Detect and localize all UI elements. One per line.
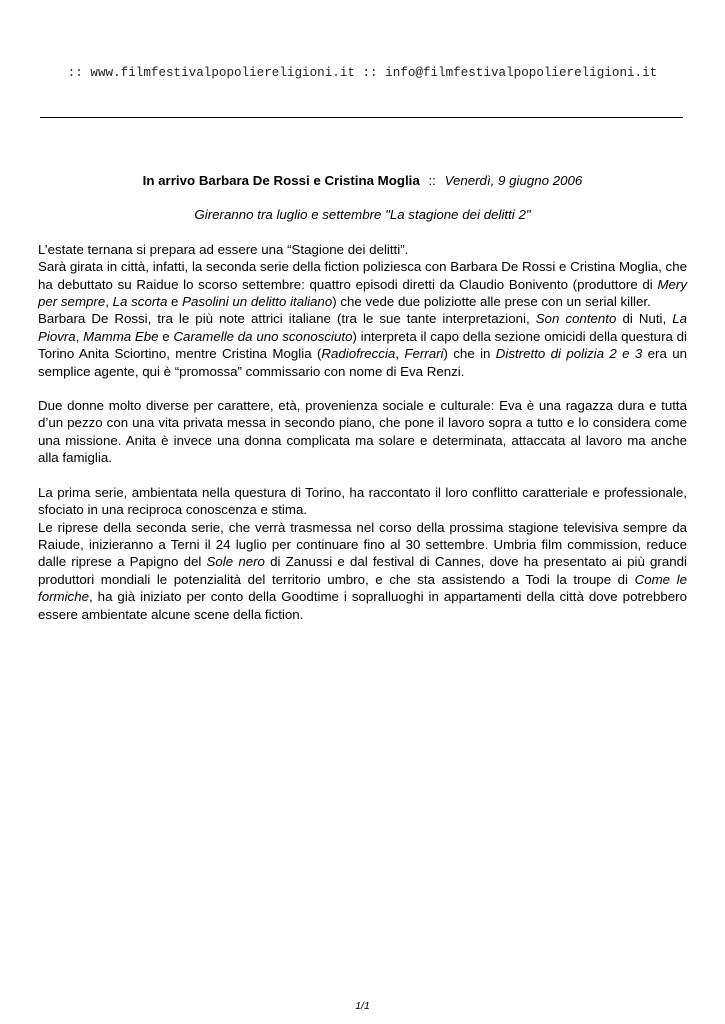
paragraph-1: L’estate ternana si prepara ad essere una “Stagione dei delitti”. [38, 241, 409, 257]
paragraph-3: Barbara De Rossi, tra le più note attrici italiane (tra le sue tante interpretazioni, Son contento di Nuti, La Piovra, Mamma Ebe e Caramelle da uno sconosciuto) interpreta il capo della sezione omicidi della questura di Torino Anita Sciortino, mentre Cristina Moglia (Radiofreccia, Ferrari) che in Distretto di polizia 2 e 3 era un semplice agente, qui è “promossa” commissario con nome di Eva Renzi. [38, 311, 688, 379]
header-divider [40, 117, 683, 118]
article-subtitle: Gireranno tra luglio e settembre "La stagione dei delitti 2" [194, 207, 531, 223]
article-title: In arrivo Barbara De Rossi e Cristina Moglia [142, 173, 420, 188]
article [38, 172, 687, 623]
article-date: Venerdì, 9 giugno 2006 [444, 173, 583, 188]
header-contact-line: :: www.filmfestivalpopoliereligioni.it :: info@filmfestivalpopoliereligioni.it [67, 66, 658, 80]
paragraph-6: Le riprese della seconda serie, che verrà trasmessa nel corso della prossima stagione televisiva sempre da Raiude, inizieranno a Terni il 24 luglio per continuare fino al 30 settembre. Umbria film commission, reduce dalle riprese a Papigno del Sole nero di Zanussi e dal festival di Cannes, dove ha presentato ai più grandi produttori mondiali le potenzialità del territorio umbro, e che sta assistendo a Todi la troupe di Come le formiche, ha già iniziato per conto della Goodtime i sopralluoghi in appartamenti della città dove potrebbero essere ambientate alcune scene della fiction. [38, 519, 688, 622]
heading-separator: :: [428, 173, 436, 188]
paragraph-2: Sarà girata in città, infatti, la seconda serie della fiction poliziesca con Barbara De Rossi e Cristina Moglia, che ha debuttato su Raidue lo scorso settembre: quattro episodi diretti da Claudio Bonivento (produttore di Mery per sempre, La scorta e Pasolini un delitto italiano) che vede due poliziotte alle prese con un serial killer. [38, 259, 687, 310]
paragraph-5: La prima serie, ambientata nella questura di Torino, ha raccontato il loro conflitto caratteriale e professionale, sfociato in una reciproca conoscenza e stima. [38, 484, 687, 518]
article-heading [38, 172, 687, 189]
paragraph-4: Due donne molto diverse per carattere, età, provenienza sociale e culturale: Eva è una ragazza dura e tutta d’un pezzo con una vita privata messa in secondo piano, che pone il lavoro sopra a tutto e lo considera come una missione. Anita è invece una donna complicata ma solare e determinata, attaccata al lavoro ma anche alla famiglia. [38, 398, 687, 466]
article-body [38, 241, 687, 623]
page-number: 1/1 [355, 1000, 370, 1012]
